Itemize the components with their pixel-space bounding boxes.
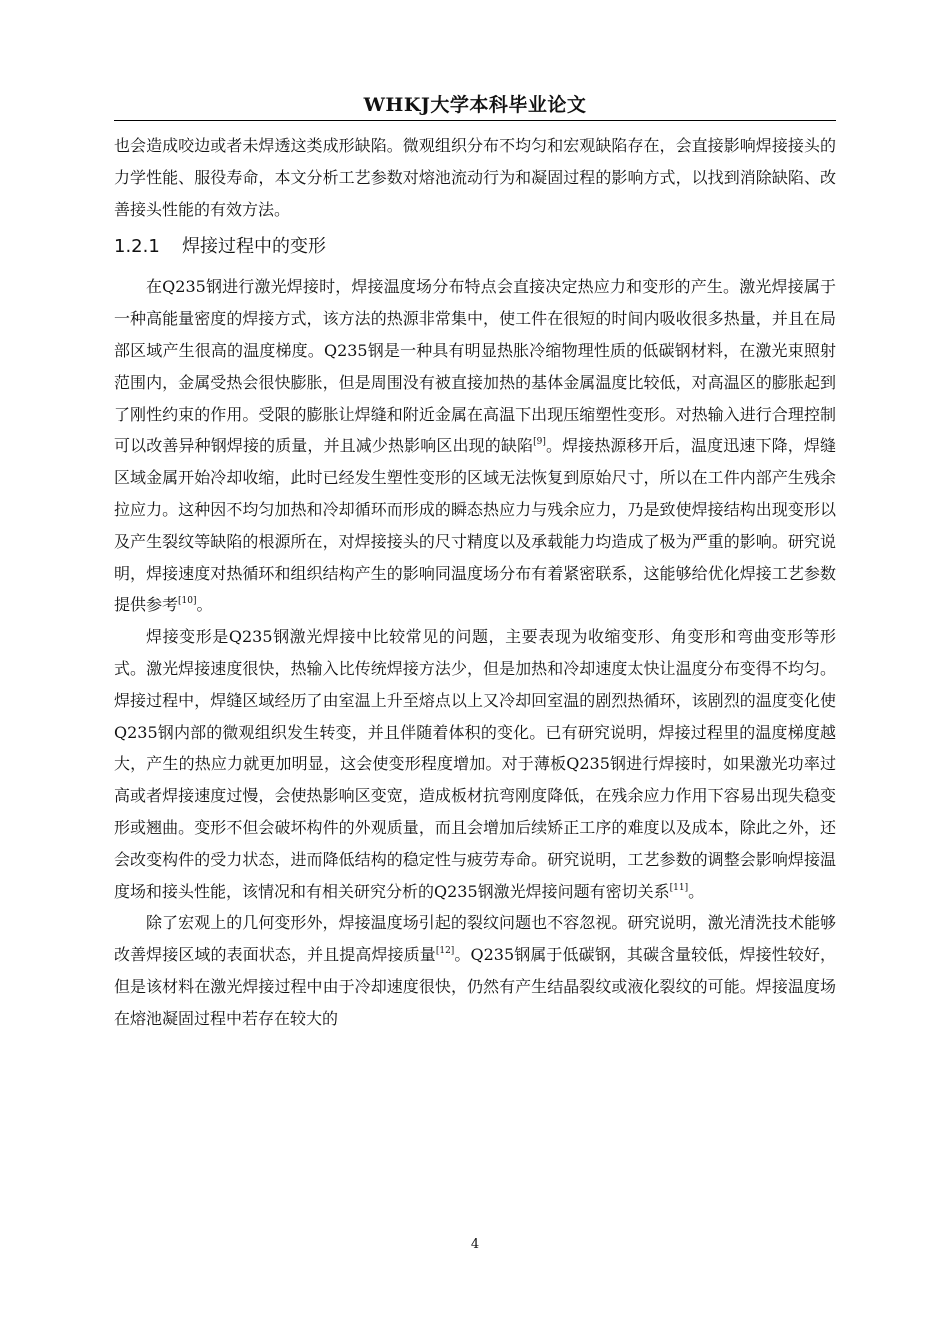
citation: [10] bbox=[178, 596, 197, 607]
paragraph-text: 除了宏观上的几何变形外，焊接温度场引起的裂纹问题也不容忽视。研究说明，激光清洗技术能够改善焊接区域的表面状态，并且提高焊接质量 bbox=[114, 913, 836, 965]
section-title: 焊接过程中的变形 bbox=[182, 236, 326, 258]
header-rule bbox=[114, 120, 836, 121]
running-header: WHKJ大学本科毕业论文 bbox=[363, 94, 587, 116]
section-number: 1.2.1 bbox=[114, 236, 160, 258]
paragraph-text: 。 bbox=[196, 595, 213, 615]
paragraph-1 bbox=[114, 271, 836, 621]
body-text bbox=[114, 130, 836, 1035]
paragraph-text: 在Q235钢进行激光焊接时，焊接温度场分布特点会直接决定热应力和变形的产生。激光焊接属于一种高能量密度的焊接方式，该方法的热源非常集中，使工件在很短的时间内吸收很多热量，并且在局部区域产生很高的温度梯度。Q235钢是一种具有明显热胀冷缩物理性质的低碳钢材料，在激光束照射范围内，金属受热会很快膨胀，但是周围没有被直接加热的基体金属温度比较低，对高温区的膨胀起到了刚性约束的作用。受限的膨胀让焊缝和附近金属在高温下出现压缩塑性变形。对热输入进行合理控制可以改善异种钢焊接的质量，并且减少热影响区出现的缺陷 bbox=[114, 277, 836, 456]
citation: [11] bbox=[669, 882, 689, 893]
paragraph-text: 焊接变形是Q235钢激光焊接中比较常见的问题，主要表现为收缩变形、角变形和弯曲变形等形式。激光焊接速度很快，热输入比传统焊接方法少，但是加热和冷却速度太快让温度分布变得不均匀。焊接过程中，焊缝区域经历了由室温上升至熔点以上又冷却回室温的剧烈热循环，该剧烈的温度变化使Q235钢内部的微观组织发生转变，并且伴随着体积的变化。已有研究说明，焊接过程里的温度梯度越大，产生的热应力就更加明显，这会使变形程度增加。对于薄板Q235钢进行焊接时，如果激光功率过高或者焊接速度过慢，会使热影响区变宽，造成板材抗弯刚度降低，在残余应力作用下容易出现失稳变形或翘曲。变形不但会破坏构件的外观质量，而且会增加后续矫正工序的难度以及成本，除此之外，还会改变构件的受力状态，进而降低结构的稳定性与疲劳寿命。研究说明，工艺参数的调整会影响焊接温度场和接头性能，该情况和有相关研究分析的Q235钢激光焊接问题有密切关系 bbox=[114, 627, 836, 901]
paragraph-continuation: 也会造成咬边或者未焊透这类成形缺陷。微观组织分布不均匀和宏观缺陷存在，会直接影响焊接接头的力学性能、服役寿命，本文分析工艺参数对熔池流动行为和凝固过程的影响方式，以找到消除缺陷、改善接头性能的有效方法。 bbox=[114, 136, 836, 219]
paragraph-text: 。 bbox=[688, 881, 705, 901]
paragraph-text: 。Q235钢属于低碳钢，其碳含量较低，焊接性较好，但是该材料在激光焊接过程中由于冷却速度很快，仍然有产生结晶裂纹或液化裂纹的可能。焊接温度场在熔池凝固过程中若存在较大的 bbox=[114, 945, 836, 1028]
paragraph-2 bbox=[114, 621, 836, 907]
paragraph-text: 。焊接热源移开后，温度迅速下降，焊缝区域金属开始冷却收缩，此时已经发生塑性变形的区域无法恢复到原始尺寸，所以在工件内部产生残余拉应力。这种因不均匀加热和冷却循环而形成的瞬态热应力与残余应力，乃是致使焊接结构出现变形以及产生裂纹等缺陷的根源所在，对焊接接头的尺寸精度以及承载能力均造成了极为严重的影响。研究说明，焊接速度对热循环和组织结构产生的影响同温度场分布有着紧密联系，这能够给优化焊接工艺参数提供参考 bbox=[114, 436, 836, 615]
citation: [12] bbox=[435, 946, 455, 957]
section-heading bbox=[114, 231, 836, 263]
citation: [9] bbox=[533, 437, 546, 448]
page-number: 4 bbox=[470, 1237, 480, 1252]
paragraph-3 bbox=[114, 907, 836, 1034]
